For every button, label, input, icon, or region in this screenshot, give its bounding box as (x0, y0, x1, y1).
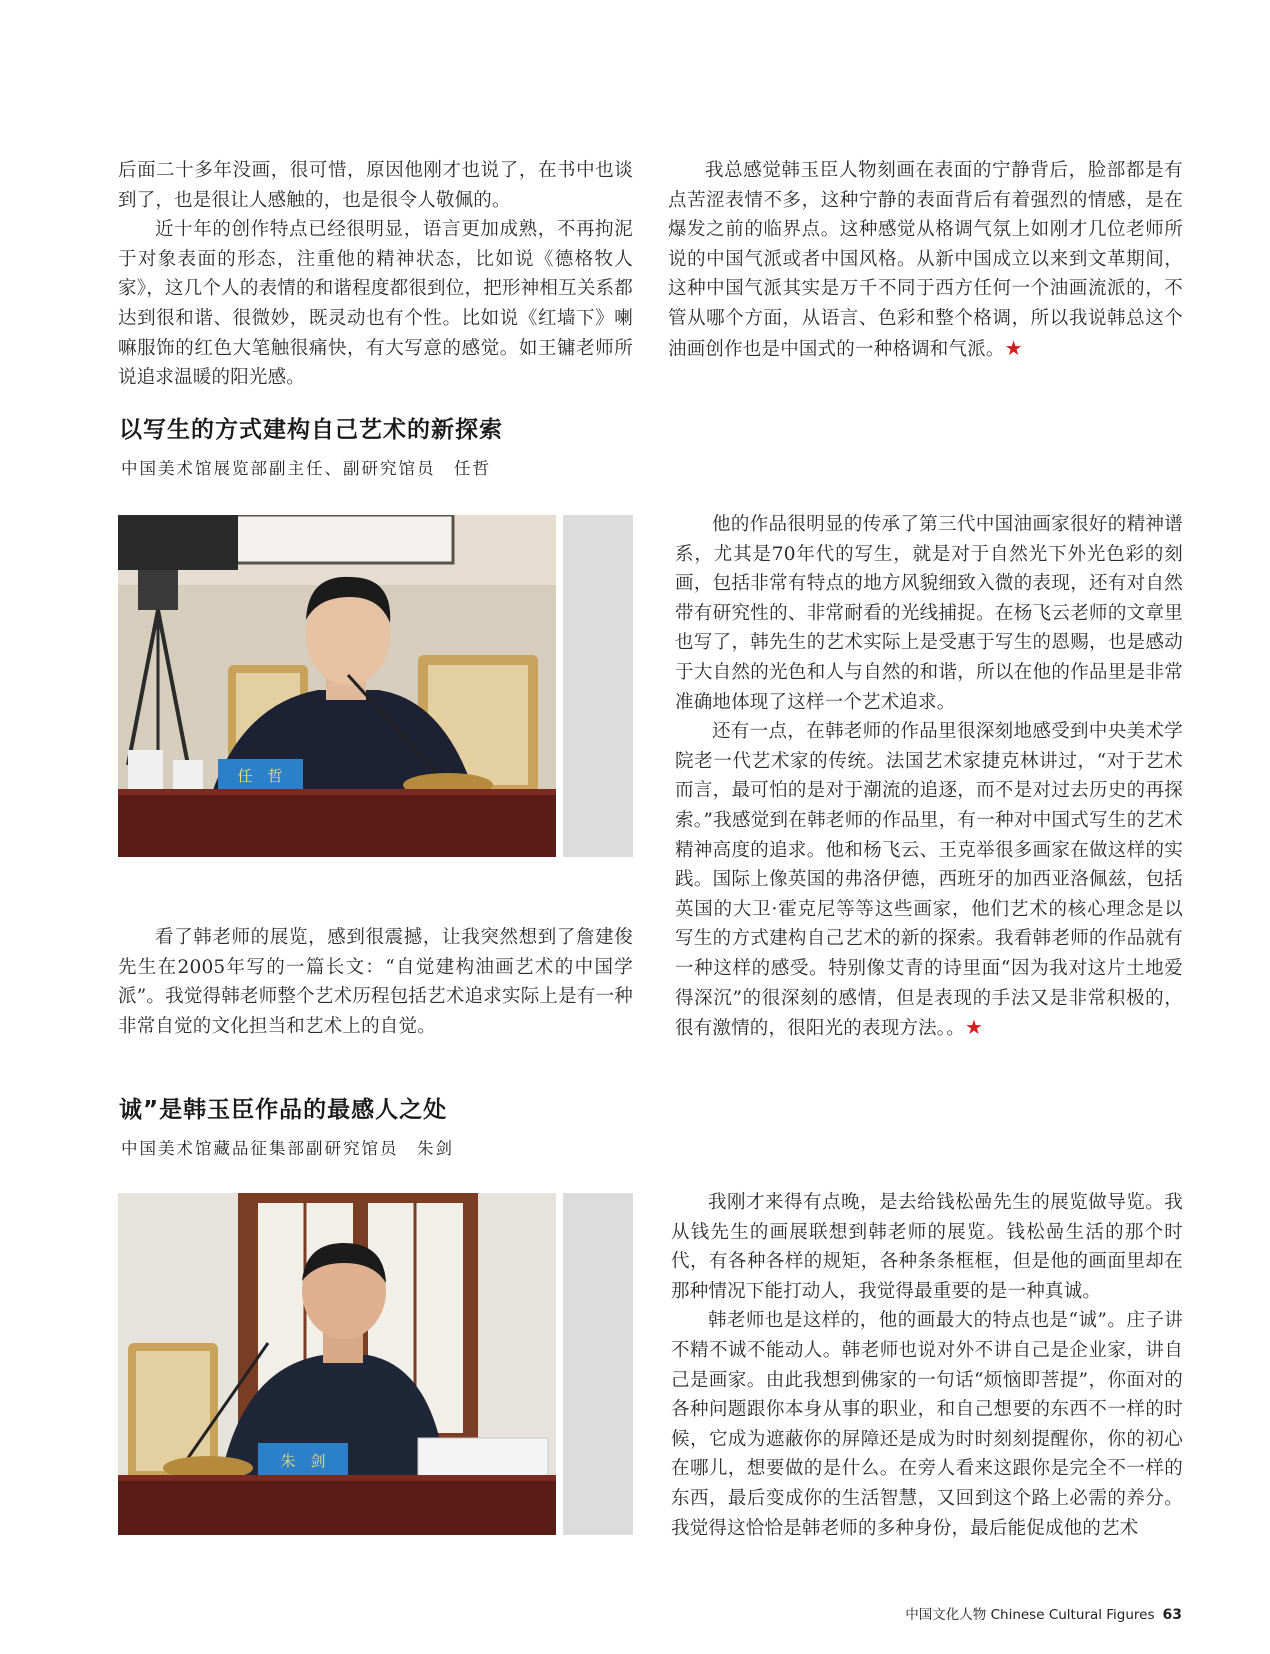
nameplate-text: 朱 剑 (280, 1452, 326, 1470)
photo-side-panel (563, 1193, 633, 1535)
paragraph: 近十年的创作特点已经很明显，语言更加成熟，不再拘泥于对象表面的形态，注重他的精神状态，比如说《德格牧人家》，这几个人的表情的和谐程度都很到位，把形神相互关系都达到很和谐、很微妙，既灵动也有个性。比如说《红墙下》喇嘛服饰的红色大笔触很痛快，有大写意的感觉。如王镛老师所说追求温暖的阳光感。 (118, 219, 633, 389)
page-number: 63 (1162, 1607, 1182, 1623)
photo-illustration (118, 515, 556, 857)
paragraph (675, 717, 1183, 1044)
page-footer (905, 1603, 1182, 1623)
paragraph-text: 还有一点，在韩老师的作品里很深刻地感受到中央美术学院老一代艺术家的传统。法国艺术家捷克林讲过，“对于艺术而言，最可怕的是对于潮流的追逐，而不是对过去历史的再探索。”我感觉到在韩老师的作品里，有一种对中国式写生的艺术精神高度的追求。他和杨飞云、王克举很多画家在做这样的实践。国际上像英国的弗洛伊德，西班牙的加西亚洛佩兹，包括英国的大卫·霍克尼等等这些画家，他们艺术的核心理念是以写生的方式建构自己艺术的新的探索。我看韩老师的作品就有一种这样的感受。特别像艾青的诗里面“因为我对这片土地爱得深沉”的很深刻的感情，但是表现的手法又是非常积极的，很有激情的，很阳光的表现方法。。 (675, 721, 1183, 1040)
paragraph: 韩老师也是这样的，他的画最大的特点也是“诚”。庄子讲不精不诚不能动人。韩老师也说对外不讲自己是企业家，讲自己是画家。由此我想到佛家的一句话“烦恼即菩提”，你面对的各种问题跟你本身从事的职业，和自己想要的东西不一样的时候，它成为遮蔽你的屏障还是成为时时刻刻提醒你，你的初心在哪儿，想要做的是什么。在旁人看来这跟你是完全不一样的东西，最后变成你的生活智慧，又回到这个路上必需的养分。我觉得这恰恰是韩老师的多种身份，最后能促成他的艺术 (671, 1310, 1183, 1539)
photo-illustration (118, 1193, 556, 1535)
paragraph: 我刚才来得有点晚，是去给钱松喦先生的展览做导览。我从钱先生的画展联想到韩老师的展览。钱松喦生活的那个时代，有各种各样的规矩，各种条条框框，但是他的画面里却在那种情况下能打动人，我觉得最重要的是一种真诚。 (671, 1192, 1183, 1302)
nameplate-text: 任 哲 (237, 767, 283, 785)
paragraph: 他的作品很明显的传承了第三代中国油画家很好的精神谱系，尤其是70年代的写生，就是对于自然光下外光色彩的刻画，包括非常有特点的地方风貌细致入微的表现，还有对自然带有研究性的、非常耐看的光线捕捉。在杨飞云老师的文章里也写了，韩先生的艺术实际上是受惠于写生的恩赐，也是感动于大自然的光色和人与自然的和谐，所以在他的作品里是非常准确地体现了这样一个艺术追求。 (675, 514, 1183, 713)
magazine-name: 中国文化人物 Chinese Cultural Figures (905, 1607, 1155, 1623)
paragraph: 后面二十多年没画，很可惜，原因他刚才也说了，在书中也谈到了，也是很让人感触的，也是很令人敬佩的。 (118, 160, 633, 211)
section-title: 诚”是韩玉臣作品的最感人之处 (119, 1097, 448, 1123)
photo-side-panel (563, 515, 633, 857)
section-title: 以写生的方式建构自己艺术的新探索 (119, 417, 503, 443)
section1-right-column (668, 156, 1183, 364)
author-byline: 中国美术馆藏品征集部副研究馆员 朱剑 (121, 1139, 454, 1158)
end-star-icon: ★ (964, 1015, 984, 1040)
section2-right-column (675, 510, 1183, 1044)
author-byline: 中国美术馆展览部副主任、副研究馆员 任哲 (121, 459, 491, 478)
section1-left-column (118, 156, 633, 393)
paragraph (668, 156, 1183, 364)
paragraph-text: 我总感觉韩玉臣人物刻画在表面的宁静背后，脸部都是有点苦涩表情不多，这种宁静的表面背后有着强烈的情感，是在爆发之前的临界点。这种感觉从格调气氛上如刚才几位老师所说的中国气派或者中国风格。从新中国成立以来到文革期间，这种中国气派其实是万千不同于西方任何一个油画流派的，不管从哪个方面，从语言、色彩和整个格调，所以我说韩总这个油画创作也是中国式的一种格调和气派。 (668, 160, 1183, 360)
speaker-photo-ren-zhe (118, 515, 556, 857)
end-star-icon: ★ (1004, 335, 1023, 360)
speaker-photo-zhu-jian (118, 1193, 556, 1535)
section3-right-column (671, 1188, 1183, 1543)
section2-left-column (118, 923, 633, 1041)
paragraph: 看了韩老师的展览，感到很震撼，让我突然想到了詹建俊先生在2005年写的一篇长文：“自觉建构油画艺术的中国学派”。我觉得韩老师整个艺术历程包括艺术追求实际上是有一种非常自觉的文化担当和艺术上的自觉。 (118, 927, 633, 1037)
